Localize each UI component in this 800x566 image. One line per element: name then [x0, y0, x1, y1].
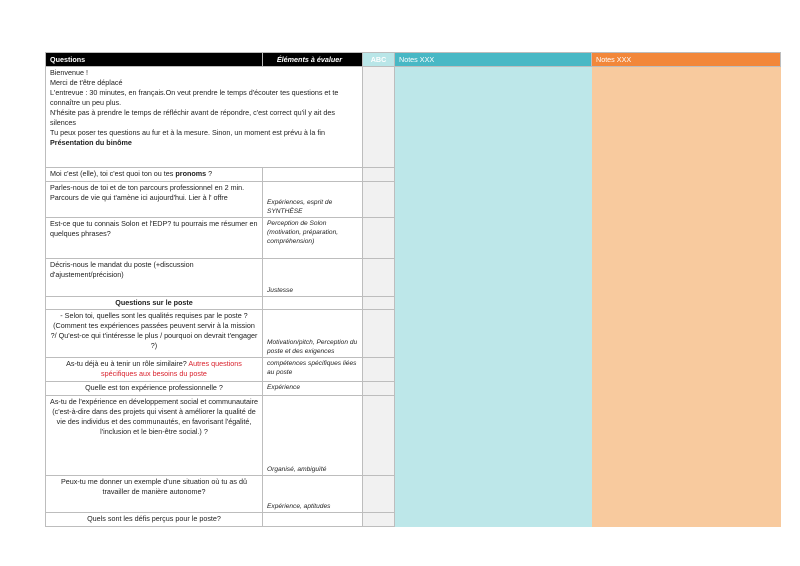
element-cell: Justesse — [263, 259, 363, 297]
notes-2-cell[interactable] — [592, 358, 781, 382]
abc-cell[interactable] — [363, 382, 395, 396]
question-cell: Parles-nous de toi et de ton parcours professionnel en 2 min. Parcours de vie qui t'amène ici aujourd'hui. Lier à l' offre — [46, 182, 263, 218]
question-row — [46, 259, 781, 297]
notes-1-cell[interactable] — [395, 67, 592, 168]
header-notes-1: Notes XXX — [395, 53, 592, 67]
section-title: Questions sur le poste — [46, 297, 263, 310]
notes-2-cell[interactable] — [592, 476, 781, 513]
evaluation-sheet — [45, 52, 780, 527]
element-cell: Expérience, aptitudes — [263, 476, 363, 513]
abc-cell[interactable] — [363, 259, 395, 297]
intro-binome-title: Présentation du binôme — [50, 138, 132, 147]
abc-cell[interactable] — [363, 310, 395, 358]
question-cell: As-tu de l'expérience en développement social et communautaire (c'est-à-dire dans des projets qui visent à améliorer la qualité de vie des individus et des communautés, en favorisant l'égalité, l'inclusion et le bien-être social.) ? — [46, 396, 263, 476]
notes-2-cell[interactable] — [592, 168, 781, 182]
question-cell: Quelle est ton expérience professionnelle ? — [46, 382, 263, 396]
question-text: ? — [206, 169, 213, 178]
intro-line: Tu peux poser tes questions au fur et à la mesure. Sinon, un moment est prévu à la fin — [50, 128, 326, 137]
notes-1-cell[interactable] — [395, 310, 592, 358]
header-notes-2: Notes XXX — [592, 53, 781, 67]
element-cell: compétences spécifiques liées au poste — [263, 358, 363, 382]
question-row — [46, 218, 781, 259]
notes-1-cell[interactable] — [395, 168, 592, 182]
question-row — [46, 513, 781, 527]
intro-line: Bienvenue ! — [50, 68, 88, 77]
notes-1-cell[interactable] — [395, 358, 592, 382]
question-row — [46, 358, 781, 382]
question-cell — [46, 168, 263, 182]
header-elements: Éléments à évaluer — [263, 53, 363, 67]
notes-2-cell[interactable] — [592, 297, 781, 310]
abc-cell[interactable] — [363, 396, 395, 476]
element-cell: Perception de Solon (motivation, préparation, compréhension) — [263, 218, 363, 259]
question-cell: Décris-nous le mandat du poste (+discussion d'ajustement/précision) — [46, 259, 263, 297]
abc-cell[interactable] — [363, 513, 395, 527]
element-cell — [263, 168, 363, 182]
intro-line: Merci de t'être déplacé — [50, 78, 123, 87]
header-abc: ABC — [363, 53, 395, 67]
element-cell: Expériences, esprit de SYNTHÈSE — [263, 182, 363, 218]
section-row — [46, 297, 781, 310]
interview-grid — [45, 52, 781, 527]
notes-1-cell[interactable] — [395, 297, 592, 310]
abc-cell[interactable] — [363, 182, 395, 218]
abc-cell[interactable] — [363, 297, 395, 310]
question-row — [46, 182, 781, 218]
question-row — [46, 382, 781, 396]
element-cell — [263, 297, 363, 310]
intro-line: L'entrevue : 30 minutes, en français.On veut prendre le temps d'écouter tes questions et te connaître un peu plus. — [50, 88, 339, 107]
header-row — [46, 53, 781, 67]
abc-cell[interactable] — [363, 358, 395, 382]
notes-2-cell[interactable] — [592, 218, 781, 259]
question-text: Moi c'est (elle), toi c'est quoi ton ou tes — [50, 169, 176, 178]
question-cell — [46, 358, 263, 382]
element-cell: Motivation/pitch, Perception du poste et des exigences — [263, 310, 363, 358]
intro-row — [46, 67, 781, 168]
notes-2-cell[interactable] — [592, 67, 781, 168]
question-row — [46, 476, 781, 513]
abc-cell[interactable] — [363, 67, 395, 168]
intro-line: N'hésite pas à prendre le temps de réfléchir avant de répondre, c'est correct qu'il y ait des silences — [50, 108, 335, 127]
question-row — [46, 168, 781, 182]
notes-2-cell[interactable] — [592, 259, 781, 297]
notes-2-cell[interactable] — [592, 310, 781, 358]
element-cell — [263, 513, 363, 527]
question-bold: pronoms — [175, 169, 207, 178]
notes-2-cell[interactable] — [592, 396, 781, 476]
abc-cell[interactable] — [363, 168, 395, 182]
abc-cell[interactable] — [363, 218, 395, 259]
notes-1-cell[interactable] — [395, 382, 592, 396]
intro-cell — [46, 67, 363, 168]
question-cell: Quels sont les défis perçus pour le poste? — [46, 513, 263, 527]
question-row — [46, 310, 781, 358]
question-cell: - Selon toi, quelles sont les qualités requises par le poste ? (Comment tes expériences passées peuvent servir à la mission ?/ Qu'est-ce qui t'intéresse le plus / pourquoi on devrait t'engager ?) — [46, 310, 263, 358]
notes-1-cell[interactable] — [395, 218, 592, 259]
notes-2-cell[interactable] — [592, 513, 781, 527]
element-cell: Organisé, ambiguïté — [263, 396, 363, 476]
element-cell: Expérience — [263, 382, 363, 396]
abc-cell[interactable] — [363, 476, 395, 513]
notes-2-cell[interactable] — [592, 382, 781, 396]
question-text: As-tu déjà eu à tenir un rôle similaire? — [66, 359, 189, 368]
notes-2-cell[interactable] — [592, 182, 781, 218]
question-cell: Peux-tu me donner un exemple d'une situation où tu as dû travailler de manière autonome? — [46, 476, 263, 513]
notes-1-cell[interactable] — [395, 476, 592, 513]
question-row — [46, 396, 781, 476]
notes-1-cell[interactable] — [395, 513, 592, 527]
notes-1-cell[interactable] — [395, 259, 592, 297]
header-questions: Questions — [46, 53, 263, 67]
notes-1-cell[interactable] — [395, 396, 592, 476]
question-cell: Est-ce que tu connais Solon et l'EDP? tu pourrais me résumer en quelques phrases? — [46, 218, 263, 259]
question-red-note: Autres questions spécifiques aux besoins du poste — [101, 359, 242, 378]
notes-1-cell[interactable] — [395, 182, 592, 218]
